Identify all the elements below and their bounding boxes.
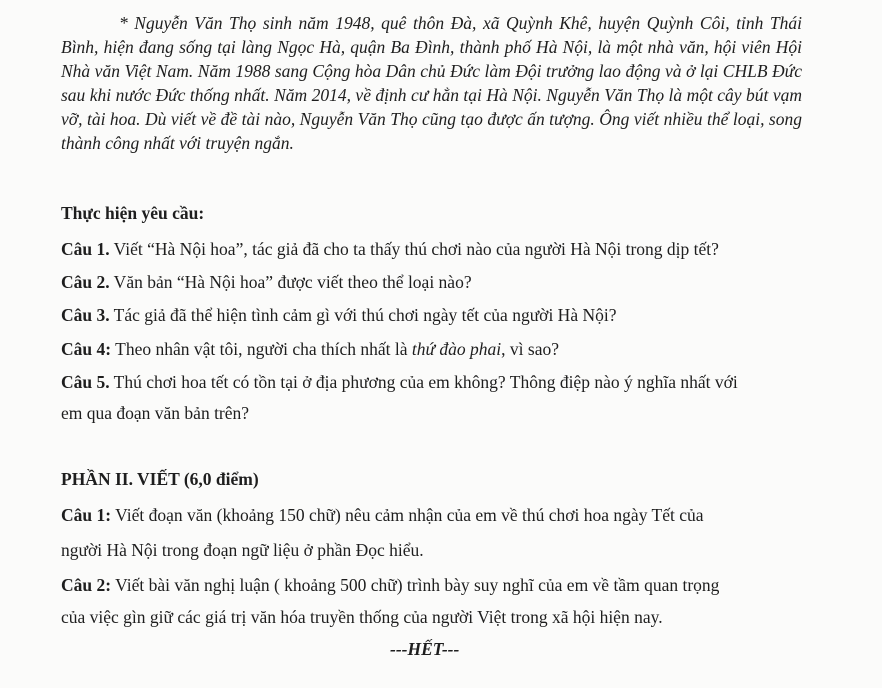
- question-text: Thú chơi hoa tết có tồn tại ở địa phương của em không? Thông điệp nào ý nghĩa nhất với: [109, 372, 738, 392]
- question-text: Tác giả đã thể hiện tình cảm gì với thú chơi ngày tết của người Hà Nội?: [109, 305, 617, 325]
- author-bio-paragraph: * Nguyễn Văn Thọ sinh năm 1948, quê thôn Đà, xã Quỳnh Khê, huyện Quỳnh Côi, tỉnh Thái Bình, hiện đang sống tại làng Ngọc Hà, quận Ba Đình, thành phố Hà Nội, là một nhà văn, hội viên Hội Nhà văn Việt Nam. Năm 1988 sang Cộng hòa Dân chủ Đức làm Đội trưởng lao động và ở lại CHLB Đức sau khi nước Đức thống nhất. Năm 2014, về định cư hẳn tại Hà Nội. Nguyễn Văn Thọ là một cây bút vạm vỡ, tài hoa. Dù viết về đề tài nào, Nguyễn Văn Thọ cũng tạo được ấn tượng. Ông viết nhiều thể loại, song thành công nhất với truyện ngắn.: [61, 13, 802, 153]
- question-text: Theo nhân vật tôi, người cha thích nhất là: [111, 339, 412, 359]
- question-text: Viết “Hà Nội hoa”, tác giả đã cho ta thấy thú chơi nào của người Hà Nội trong dịp tết?: [109, 239, 719, 259]
- question-label: Câu 3.: [61, 305, 110, 325]
- question-2: [61, 272, 472, 293]
- requirements-heading: Thực hiện yêu cầu:: [61, 203, 205, 223]
- question-text: Văn bản “Hà Nội hoa” được viết theo thể loại nào?: [109, 272, 472, 292]
- question-5: [61, 372, 738, 393]
- question-label: Câu 2.: [61, 272, 110, 292]
- question-label: Câu 5.: [61, 372, 110, 392]
- question-5-continued: em qua đoạn văn bản trên?: [61, 403, 250, 423]
- writing-task-1: [61, 505, 703, 526]
- writing-task-2: [61, 575, 719, 596]
- task-label: Câu 2:: [61, 575, 112, 595]
- task-label: Câu 1:: [61, 505, 112, 525]
- task-text: Viết bài văn nghị luận ( khoảng 500 chữ) trình bày suy nghĩ của em về tầm quan trọng: [111, 575, 720, 595]
- task-text: Viết đoạn văn (khoảng 150 chữ) nêu cảm nhận của em về thú chơi hoa ngày Tết của: [111, 505, 704, 525]
- question-label: Câu 4:: [61, 339, 112, 359]
- question-4: [61, 339, 559, 360]
- question-emphasis: thứ đào phai: [411, 339, 502, 359]
- question-text-end: , vì sao?: [501, 339, 559, 359]
- writing-task-1-continued: người Hà Nội trong đoạn ngữ liệu ở phần Đọc hiểu.: [61, 540, 424, 560]
- question-1: [61, 239, 719, 260]
- end-mark: ---HẾT---: [390, 639, 460, 659]
- section-2-heading: PHẦN II. VIẾT (6,0 điểm): [61, 469, 259, 489]
- writing-task-2-continued: của việc gìn giữ các giá trị văn hóa truyền thống của người Việt trong xã hội hiện nay.: [61, 607, 663, 627]
- question-label: Câu 1.: [61, 239, 110, 259]
- question-3: [61, 305, 616, 326]
